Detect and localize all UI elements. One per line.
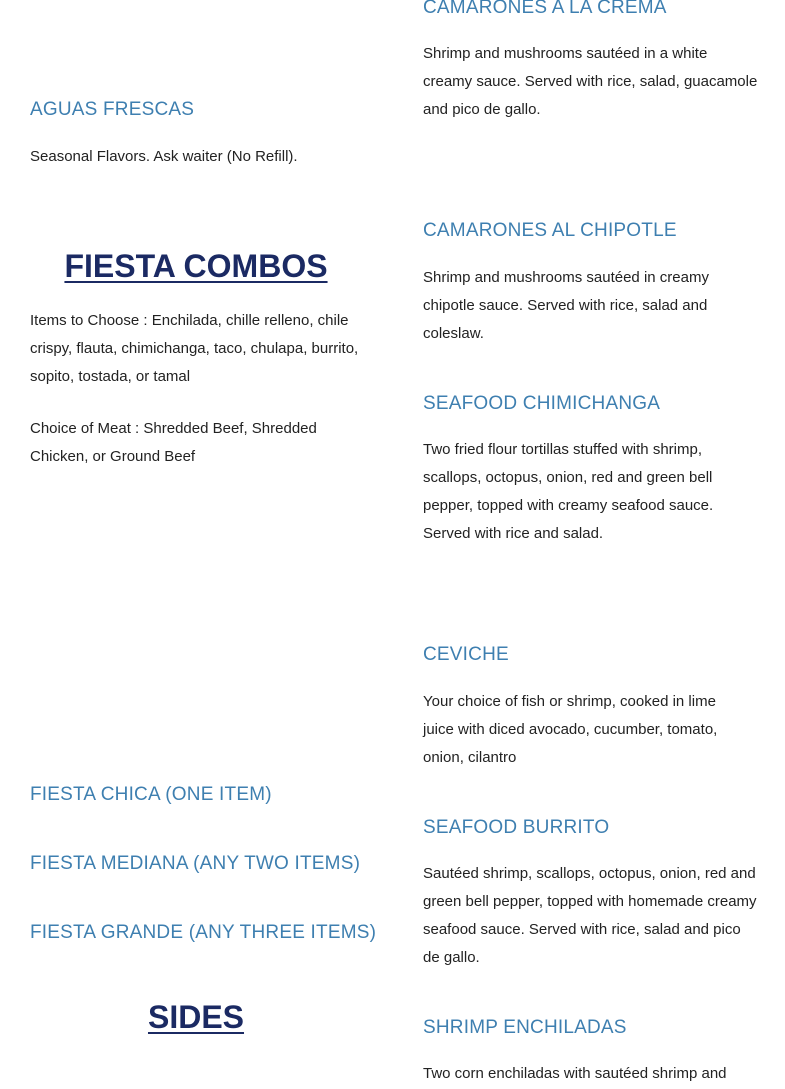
camarones-chipotle-title: CAMARONES AL CHIPOTLE bbox=[423, 220, 677, 241]
camarones-chipotle-description: Shrimp and mushrooms sautéed in creamy chipotle sauce. Served with rice, salad and coleslaw. bbox=[423, 269, 709, 342]
sides-heading: SIDES bbox=[147, 999, 245, 1035]
shrimp-enchiladas-title: SHRIMP ENCHILADAS bbox=[423, 1017, 627, 1038]
fiesta-combos-meat-note: Choice of Meat : Shredded Beef, Shredded Chicken, or Ground Beef bbox=[30, 420, 317, 465]
fiesta-combos-heading: FIESTA COMBOS bbox=[64, 248, 328, 284]
fiesta-chica-title: FIESTA CHICA (ONE ITEM) bbox=[30, 784, 272, 805]
seafood-burrito-description: Sautéed shrimp, scallops, octopus, onion, red and green bell pepper, topped with homemade creamy seafood sauce. Served with rice, salad and pico de gallo. bbox=[423, 865, 757, 966]
seafood-chimichanga-description: Two fried flour tortillas stuffed with shrimp, scallops, octopus, onion, red and green bell pepper, topped with creamy seafood sauce. Served with rice and salad. bbox=[423, 441, 714, 542]
fiesta-mediana-title: FIESTA MEDIANA (ANY TWO ITEMS) bbox=[30, 853, 361, 874]
shrimp-enchiladas-description: Two corn enchiladas with sautéed shrimp and bbox=[423, 1065, 727, 1082]
ceviche-title: CEVICHE bbox=[423, 644, 509, 665]
camarones-crema-description: Shrimp and mushrooms sautéed in a white creamy sauce. Served with rice, salad, guacamole and pico de gallo. bbox=[423, 45, 758, 118]
fiesta-combos-items-note: Items to Choose : Enchilada, chille relleno, chile crispy, flauta, chimichanga, taco, chulapa, burrito, sopito, tostada, or tamal bbox=[30, 312, 359, 385]
camarones-crema-title: CAMARONES A LA CREMA bbox=[423, 0, 667, 18]
aguas-frescas-description: Seasonal Flavors. Ask waiter (No Refill). bbox=[30, 148, 298, 165]
seafood-burrito-title: SEAFOOD BURRITO bbox=[423, 817, 610, 838]
seafood-chimichanga-title: SEAFOOD CHIMICHANGA bbox=[423, 393, 661, 414]
fiesta-grande-title: FIESTA GRANDE (ANY THREE ITEMS) bbox=[30, 922, 377, 943]
aguas-frescas-title: AGUAS FRESCAS bbox=[30, 99, 195, 120]
ceviche-description: Your choice of fish or shrimp, cooked in lime juice with diced avocado, cucumber, tomato, onion, cilantro bbox=[423, 693, 718, 766]
